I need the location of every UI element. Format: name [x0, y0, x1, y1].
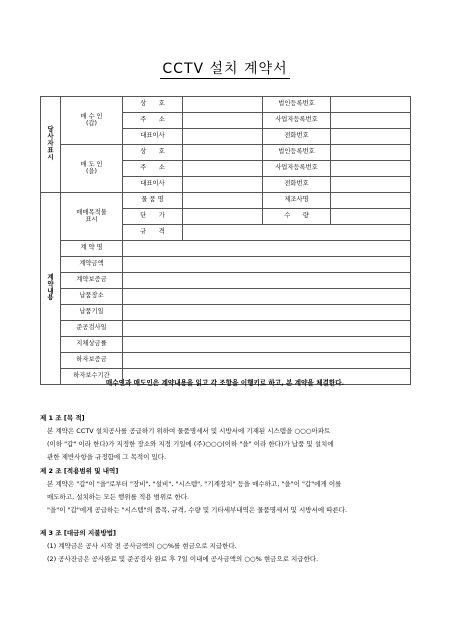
- contract-row: [41, 257, 411, 273]
- article-line: (1) 계약금은 공사 시작 전 공사금액의 ○○%를 현금으로 지급한다.: [47, 542, 237, 550]
- seller-corp-no-value[interactable]: [331, 145, 411, 161]
- article-section: [40, 465, 412, 517]
- buyer-rep-label: 대표이사: [123, 129, 183, 145]
- buyer-corp-no-value[interactable]: [331, 97, 411, 113]
- buyer-address-label: 주 소: [123, 113, 183, 129]
- article-heading: 제 1 조 [목 적]: [40, 414, 85, 422]
- contract-row-value[interactable]: [123, 353, 411, 369]
- buyer-rep-value[interactable]: [183, 129, 263, 145]
- buyer-address-value[interactable]: [183, 113, 263, 129]
- contract-row-value[interactable]: [123, 321, 411, 337]
- seller-corp-no-label: 법인등록번호: [263, 145, 331, 161]
- object-label: 매매목적물 표시: [61, 193, 123, 241]
- seller-biz-no-label: 사업자등록번호: [263, 161, 331, 177]
- buyer-label: 매 수 인 (갑): [61, 97, 123, 145]
- contract-row-label: 납품장소: [61, 289, 123, 305]
- standard-value[interactable]: [183, 225, 411, 241]
- contract-row: [41, 305, 411, 321]
- seller-company-label: 상 호: [123, 145, 183, 161]
- buyer-phone-value[interactable]: [331, 129, 411, 145]
- seller-phone-value[interactable]: [331, 177, 411, 193]
- contract-row-label: 하자보수기간: [61, 369, 123, 385]
- buyer-company-label: 상 호: [123, 97, 183, 113]
- maker-label: 제조사명: [263, 193, 331, 209]
- article-heading: 제 3 조 [대금의 지불방법]: [40, 529, 117, 537]
- article-heading: 제 2 조 [적용범위 및 내역]: [40, 467, 119, 475]
- quantity-value[interactable]: [331, 209, 411, 225]
- article-line: 본 계약은 "갑"이 "을"로부터 "장비", "설비", "시스템", "기계장치" 등을 매수하고, "을"이 "갑"에게 이를: [47, 480, 342, 488]
- contract-row-value[interactable]: [123, 337, 411, 353]
- article-line: 매도하고, 설치하는 모든 행위를 적용 범위로 한다.: [47, 493, 190, 501]
- document-title: CCTV 설치 계약서: [162, 61, 288, 77]
- buyer-phone-label: 전화번호: [263, 129, 331, 145]
- product-name-value[interactable]: [183, 193, 263, 209]
- buyer-corp-no-label: 법인등록번호: [263, 97, 331, 113]
- contract-row-label: 계약금액: [61, 257, 123, 273]
- article-line: "을"이 "갑"에게 공급하는 "시스템"의 품목, 규격, 수량 및 기타세부내역은 물품명세서 및 시방서에 따른다.: [47, 506, 348, 514]
- article-line: 관한 제반사항을 규정함에 그 목적이 있다.: [47, 453, 167, 461]
- article-line: (2) 공사잔금은 공사완료 및 준공검사 완료 후 7일 이내에 공사금액의 ○○% 현금으로 지급한다.: [47, 555, 319, 563]
- contract-row-label: 준공검사일: [61, 321, 123, 337]
- seller-phone-label: 전화번호: [263, 177, 331, 193]
- contract-row: [41, 321, 411, 337]
- seller-rep-value[interactable]: [183, 177, 263, 193]
- contract-row-value[interactable]: [123, 241, 411, 257]
- contract-row: [41, 337, 411, 353]
- buyer-biz-no-label: 사업자등록번호: [263, 113, 331, 129]
- seller-biz-no-value[interactable]: [331, 161, 411, 177]
- contract-row: [41, 289, 411, 305]
- contract-row-label: 지체상금률: [61, 337, 123, 353]
- article-line: 본 계약은 CCTV 설치공사를 공급하기 위하여 물품명세서 및 시방서에 기재된 시스템을 ○○○아파트: [47, 427, 331, 435]
- contract-table: [40, 96, 411, 385]
- seller-address-label: 주 소: [123, 161, 183, 177]
- contract-row: [41, 353, 411, 369]
- contract-label: 계 약 내 용: [41, 193, 61, 385]
- parties-label: 당 사 자 표 시: [41, 97, 61, 193]
- seller-address-value[interactable]: [183, 161, 263, 177]
- buyer-company-value[interactable]: [183, 97, 263, 113]
- contract-row-value[interactable]: [123, 257, 411, 273]
- agreement-notice: 매수인과 매도인은 계약내용을 읽고 각 조항을 이행키로 하고, 본 계약을 체결한다.: [105, 379, 345, 387]
- contract-row-value[interactable]: [123, 289, 411, 305]
- unit-price-label: 단 가: [123, 209, 183, 225]
- contract-row-value[interactable]: [123, 273, 411, 289]
- contract-row: [41, 241, 411, 257]
- seller-company-value[interactable]: [183, 145, 263, 161]
- contract-row: [41, 273, 411, 289]
- seller-rep-label: 대표이사: [123, 177, 183, 193]
- contract-row-label: 계약보증금: [61, 273, 123, 289]
- buyer-biz-no-value[interactable]: [331, 113, 411, 129]
- contract-row-label: 계 약 명: [61, 241, 123, 257]
- unit-price-value[interactable]: [183, 209, 263, 225]
- contract-row-label: 하자보증금: [61, 353, 123, 369]
- contract-row-label: 납품기일: [61, 305, 123, 321]
- standard-label: 규 격: [123, 225, 183, 241]
- article-section: [40, 412, 412, 464]
- article-section: [40, 527, 412, 566]
- contract-row-value[interactable]: [123, 305, 411, 321]
- product-name-label: 물 품 명: [123, 193, 183, 209]
- article-line: (이하 "갑" 이라 한다)가 지정한 장소와 지정 기일에 (주)○○○(이하 "을" 이라 한다)가 납품 및 설치에: [47, 440, 334, 448]
- quantity-label: 수 량: [263, 209, 331, 225]
- maker-value[interactable]: [331, 193, 411, 209]
- seller-label: 매 도 인 (을): [61, 145, 123, 193]
